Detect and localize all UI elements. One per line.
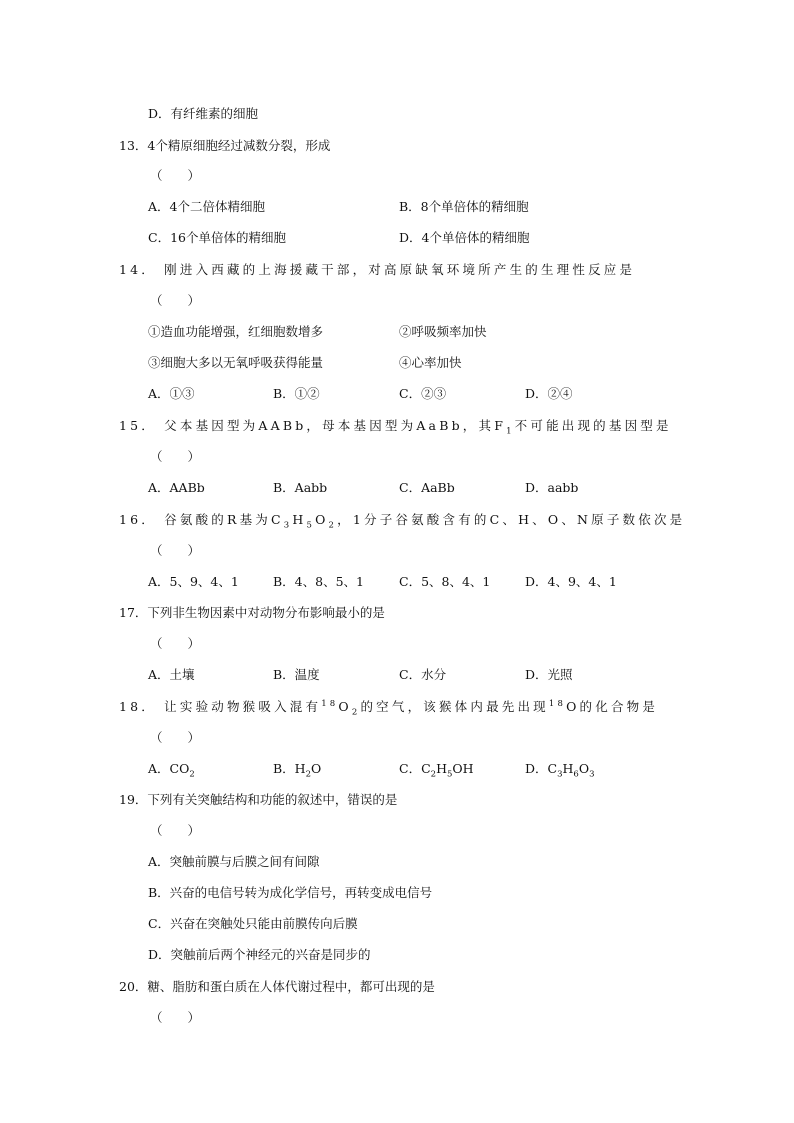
q13-option-d: D．4个单倍体的精细胞 (399, 230, 530, 245)
q19-answer-paren: （ ） (150, 823, 201, 838)
q19-option-b: B．兴奋的电信号转为成化学信号，再转变成电信号 (148, 885, 433, 900)
q17-stem: 17．下列非生物因素中对动物分布影响最小的是 (119, 605, 385, 620)
q19-option-c: C．兴奋在突触处只能由前膜传向后膜 (148, 916, 358, 931)
q18-option-a: A．$CO_2$ (148, 761, 195, 780)
q18-option-d: D．$C_3H_6O_3$ (525, 761, 595, 780)
q15-option-a: A．AABb (148, 480, 205, 495)
q16-option-b: B．4、8、5、1 (273, 574, 364, 589)
q14-stem: 14． 刚进入西藏的上海援藏干部，对高原缺氧环境所产生的生理性反应是 (119, 262, 636, 277)
q13-option-b: B．8个单倍体的精细胞 (399, 199, 529, 214)
q15-option-d: D．aabb (525, 480, 579, 495)
q13-option-c: C．16个单倍体的精细胞 (148, 230, 286, 245)
q17-answer-paren: （ ） (150, 636, 201, 651)
q18-stem: 18． 让实验动物猴吸入混有$^{18}O_2$的空气，该猴体内最先出现$^{18}$O的化合物是 (119, 698, 659, 718)
q14-item-3: ③细胞大多以无氧呼吸获得能量 (148, 355, 324, 370)
q19-option-d: D．突触前后两个神经元的兴奋是同步的 (148, 947, 371, 962)
q13-option-a: A．4个二倍体精细胞 (148, 199, 265, 214)
q14-option-d: D．②④ (525, 386, 573, 401)
q18-option-c: C．$C_2H_5OH$ (399, 761, 474, 780)
q20-answer-paren: （ ） (150, 1010, 201, 1025)
q14-option-c: C．②③ (399, 386, 447, 401)
q14-option-b: B．①② (273, 386, 320, 401)
q14-option-a: A．①③ (148, 386, 195, 401)
q17-option-b: B．温度 (273, 667, 320, 682)
q15-option-c: C．AaBb (399, 480, 455, 495)
q13-stem: 13．4个精原细胞经过减数分裂，形成 (119, 138, 331, 153)
q16-option-a: A．5、9、4、1 (148, 574, 239, 589)
q12-option-d: D．有纤维素的细胞 (148, 106, 259, 121)
q17-option-c: C．水分 (399, 667, 447, 682)
q13-answer-paren: （ ） (150, 168, 201, 183)
q15-stem: 15． 父本基因型为AABb，母本基因型为AaBb，其$F_1$不可能出现的基因型是 (119, 418, 672, 437)
q15-answer-paren: （ ） (150, 449, 201, 464)
q18-option-b: B．$H_2O$ (273, 761, 322, 780)
q16-answer-paren: （ ） (150, 543, 201, 558)
q17-option-d: D．光照 (525, 667, 573, 682)
q16-stem: 16． 谷氨酸的R基为$C_3H_5O_2$，1分子谷氨酸含有的C、H、O、N原子数依次是 (119, 512, 686, 531)
q18-answer-paren: （ ） (150, 730, 201, 745)
q19-stem: 19．下列有关突触结构和功能的叙述中，错误的是 (119, 792, 398, 807)
q14-item-4: ④心率加快 (399, 355, 462, 370)
q20-stem: 20．糖、脂肪和蛋白质在人体代谢过程中，都可出现的是 (119, 979, 435, 994)
q17-option-a: A．土壤 (148, 667, 195, 682)
q15-option-b: B．Aabb (273, 480, 328, 495)
q14-item-1: ①造血功能增强，红细胞数增多 (148, 324, 324, 339)
q16-option-d: D．4、9、4、1 (525, 574, 617, 589)
q19-option-a: A．突触前膜与后膜之间有间隙 (148, 854, 320, 869)
q14-answer-paren: （ ） (150, 293, 201, 308)
q16-option-c: C．5、8、4、1 (399, 574, 491, 589)
q14-item-2: ②呼吸频率加快 (399, 324, 487, 339)
